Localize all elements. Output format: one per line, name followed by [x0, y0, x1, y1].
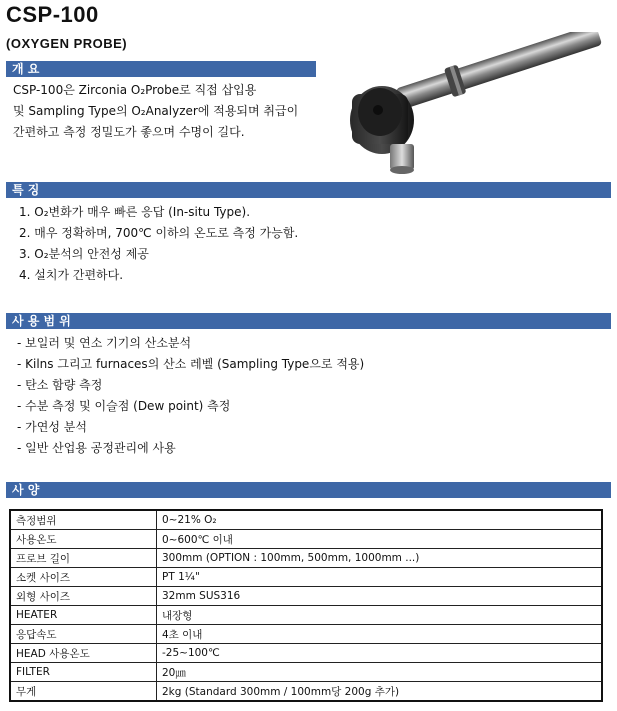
feature-item: 3. O₂분석의 안전성 제공 — [19, 247, 149, 261]
spec-key: 사용온도 — [10, 530, 157, 549]
section-title: 개 요 — [12, 62, 40, 76]
table-row — [10, 587, 602, 606]
section-header-usage — [6, 313, 611, 329]
table-row — [10, 644, 602, 663]
usage-item: - 탄소 함량 측정 — [17, 378, 103, 392]
spec-value: 2kg (Standard 300mm / 100mm당 200g 추가) — [157, 682, 603, 702]
spec-key: 응답속도 — [10, 625, 157, 644]
table-row — [10, 663, 602, 682]
spec-value: 0~600℃ 이내 — [157, 530, 603, 549]
spec-key: HEAD 사용온도 — [10, 644, 157, 663]
usage-item: - 보일러 및 연소 기기의 산소분석 — [17, 336, 192, 350]
overview-line: 간편하고 측정 정밀도가 좋으며 수명이 길다. — [13, 125, 245, 139]
feature-item: 1. O₂변화가 매우 빠른 응답 (In-situ Type). — [19, 205, 251, 219]
product-title: CSP-100 — [6, 2, 99, 27]
spec-value: PT 1¼" — [157, 568, 603, 587]
features-list — [19, 202, 298, 286]
spec-value: 300mm (OPTION : 100mm, 500mm, 1000mm ...) — [157, 549, 603, 568]
spec-value: 내장형 — [157, 606, 603, 625]
section-header-overview — [6, 61, 316, 77]
table-row — [10, 682, 602, 702]
overview-text — [13, 80, 298, 143]
spec-key: 소켓 사이즈 — [10, 568, 157, 587]
table-row — [10, 549, 602, 568]
section-title: 사 양 — [12, 483, 40, 497]
usage-item: - 가연성 분석 — [17, 420, 87, 434]
spec-value: 20㎛ — [157, 663, 603, 682]
table-row — [10, 606, 602, 625]
usage-item: - 수분 측정 및 이슬점 (Dew point) 측정 — [17, 399, 231, 413]
spec-key: 무게 — [10, 682, 157, 702]
feature-item: 2. 매우 정확하며, 700℃ 이하의 온도로 측정 가능함. — [19, 226, 299, 240]
spec-value: 4초 이내 — [157, 625, 603, 644]
spec-key: 측정범위 — [10, 510, 157, 530]
product-subtitle: (OXYGEN PROBE) — [6, 36, 128, 51]
table-row — [10, 625, 602, 644]
overview-line: 및 Sampling Type의 O₂Analyzer에 적용되며 취급이 — [13, 104, 299, 118]
section-header-features — [6, 182, 611, 198]
usage-item: - 일반 산업용 공정관리에 사용 — [17, 441, 176, 455]
spec-value: 0~21% O₂ — [157, 510, 603, 530]
usage-item: - Kilns 그리고 furnaces의 산소 레벨 (Sampling Type으로 적용) — [17, 357, 365, 371]
spec-key: FILTER — [10, 663, 157, 682]
spec-key: HEATER — [10, 606, 157, 625]
table-row — [10, 530, 602, 549]
section-title: 특 징 — [12, 183, 40, 197]
section-header-spec — [6, 482, 611, 498]
spec-key: 프로브 길이 — [10, 549, 157, 568]
overview-line: CSP-100은 Zirconia O₂Probe로 직접 삽입용 — [13, 83, 257, 97]
probe-image — [340, 32, 610, 182]
spec-key: 외형 사이즈 — [10, 587, 157, 606]
spec-table — [9, 509, 603, 702]
feature-item: 4. 설치가 간편하다. — [19, 268, 124, 282]
spec-value: 32mm SUS316 — [157, 587, 603, 606]
section-title: 사 용 범 위 — [12, 314, 71, 328]
usage-list — [17, 333, 364, 459]
probe-tube — [396, 32, 603, 110]
spec-value: -25~100℃ — [157, 644, 603, 663]
table-row — [10, 510, 602, 530]
table-row — [10, 568, 602, 587]
